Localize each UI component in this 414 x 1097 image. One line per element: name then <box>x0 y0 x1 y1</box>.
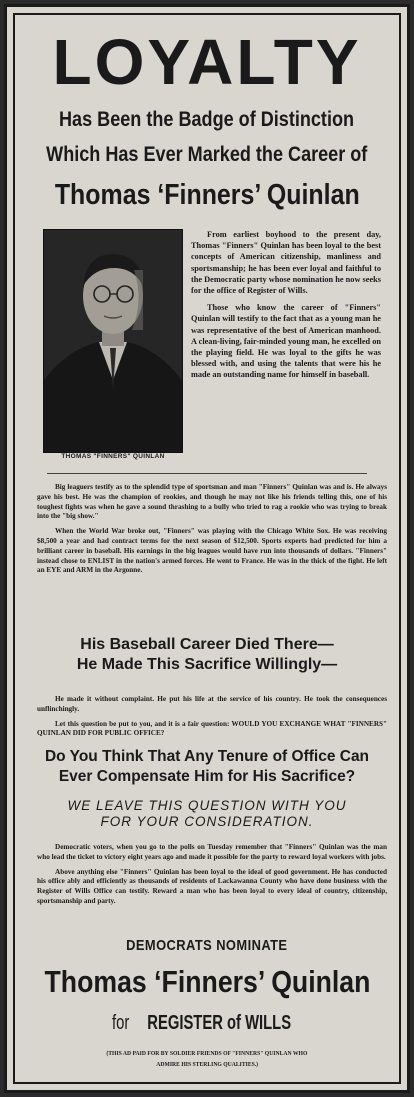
body-paragraph: He made it without complaint. He put his life at the service of his country. He took the consequences unflinchingly. <box>37 695 387 713</box>
question-headline-line-2: Ever Compensate Him for His Sacrifice? <box>58 768 356 785</box>
body-section-3 <box>37 843 387 912</box>
subhead-line-2: Which Has Ever Marked the Career of <box>46 143 368 166</box>
paid-for-line-1: (THIS AD PAID FOR BY SOLDIER FRIENDS OF "FINNERS" QUINLAN WHO <box>106 1050 308 1057</box>
body-paragraph: Above anything else "Finners" Quinlan has been loyal to the ideal of good government. He has conducted his office ably and efficiently as thousands of residents of Lackawanna County who have done business with the Register of Wills Office can testify. Reward a man who has been loyal to every ideal of country, citizenship, sportsmanship and party. <box>37 867 387 905</box>
footer-candidate-name: Thomas ‘Finners’ Quinlan <box>44 964 370 999</box>
body-paragraph: Let this question be put to you, and it is a fair question: WOULD YOU EXCHANGE WHAT "FINNERS" QUINLAN DID FOR PUBLIC OFFICE? <box>37 719 387 738</box>
newspaper-ad <box>4 4 410 1093</box>
body-paragraph: Big leaguers testify as to the splendid type of sportsman and man "Finners" Quinlan was and is. He always gave his best. He was the champion of rookies, and though he may not like his friends telling this, one of his toughest fights was when he gave a sound thrashing to a bully who tried to rag a rookie who was trying to break into the "big show." <box>37 483 387 521</box>
body-paragraph: Democratic voters, when you go to the polls on Tuesday remember that "Finners" Quinlan was the man who lead the ticket to victory eight years ago and made it possible for the party to reward loyal workers with jobs. <box>37 843 387 861</box>
leave-question-line-2: FOR YOUR CONSIDERATION. <box>100 814 314 829</box>
intro-column <box>191 229 381 387</box>
subhead-line-1: Has Been the Badge of Distinction <box>59 108 355 131</box>
office-prefix: for <box>112 1012 130 1034</box>
office-line <box>7 1011 407 1035</box>
paid-for-line-2: ADMIRE HIS STERLING QUALITIES.) <box>156 1061 258 1068</box>
office-name: REGISTER of WILLS <box>147 1012 292 1034</box>
headline: LOYALTY <box>52 26 362 98</box>
democrats-nominate: DEMOCRATS NOMINATE <box>126 937 288 954</box>
body-section-2 <box>37 695 387 744</box>
body-paragraph: When the World War broke out, "Finners" was playing with the Chicago White Sox. He was receiving $8,500 a year and had contract terms for the next season of $12,500. Sports experts had predicted for him a brilliant career in baseball. His earnings in the big leagues would have run into thousands of dollars. "Finners" instead chose to ENLIST in the nation's armed forces. He went to France. He was in the thick of the fight. He left an EYE and ARM in the Argonne. <box>37 527 387 575</box>
career-headline-line-1: His Baseball Career Died There— <box>80 636 334 653</box>
career-headline-line-2: He Made This Sacrifice Willingly— <box>76 656 338 673</box>
body-section-1 <box>37 483 387 581</box>
intro-paragraph: From earliest boyhood to the present day, Thomas "Finners" Quinlan has been loyal to the best concepts of American citizenship, manliness and sportsmanship; he has been ever loyal and faithful to the Democratic party whose nomination he now seeks for the office of Register of Wills. <box>191 230 381 296</box>
question-headline-line-1: Do You Think That Any Tenure of Office Can <box>44 748 370 765</box>
leave-question-line-1: WE LEAVE THIS QUESTION WITH YOU <box>67 798 347 813</box>
photo-caption: THOMAS "FINNERS" QUINLAN <box>61 453 165 460</box>
candidate-portrait <box>43 229 183 453</box>
intro-paragraph: Those who know the career of "Finners" Quinlan will testify to the fact that as a young man he was representative of the best of American manhood. A clean-living, fair-minded young man, he excelled on the playing field. He was loyal to the gifts he was blessed with, and using the talents that were his he made an outstanding name for himself in baseball. <box>191 303 381 380</box>
divider <box>47 473 367 474</box>
portrait-image <box>44 230 182 452</box>
candidate-name-headline: Thomas ‘Finners’ Quinlan <box>54 179 360 211</box>
